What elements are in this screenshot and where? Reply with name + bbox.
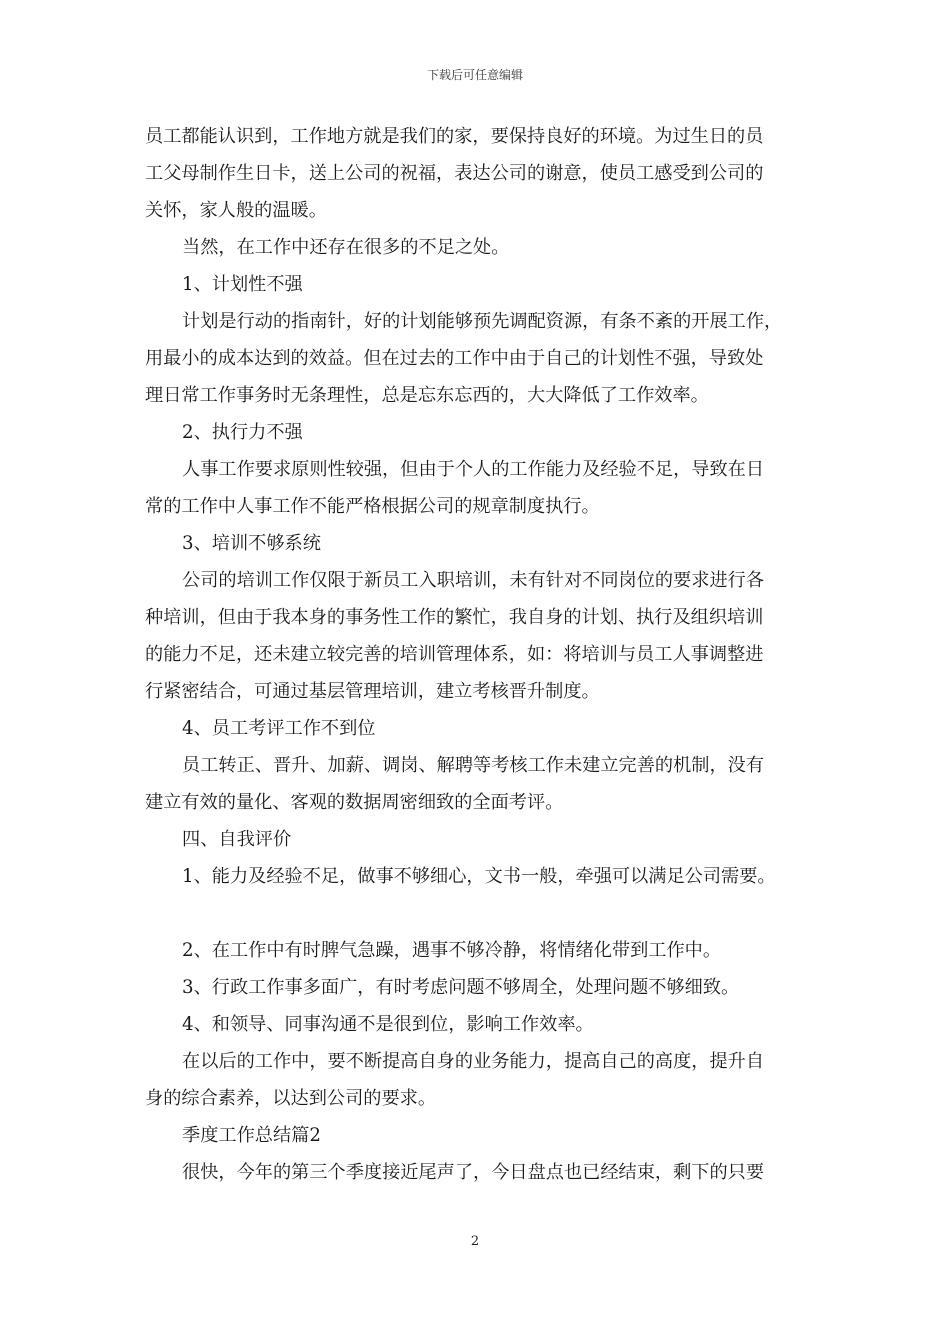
section-heading: 3、培训不够系统 xyxy=(182,533,321,554)
paragraph-line: 员工转正、晋升、加薪、调岗、解聘等考核工作未建立完善的机制，没有 xyxy=(182,755,765,776)
section-heading: 四、自我评价 xyxy=(182,829,292,850)
paragraph-line: 的能力不足，还未建立较完善的培训管理体系，如：将培训与员工人事调整进 xyxy=(145,644,764,665)
paragraph-line: 人事工作要求原则性较强，但由于个人的工作能力及经验不足，导致在日 xyxy=(182,459,765,480)
paragraph-line: 在以后的工作中，要不断提高自身的业务能力，提高自己的高度，提升自 xyxy=(182,1051,765,1072)
list-item: 3、行政工作事多面广，有时考虑问题不够周全，处理问题不够细致。 xyxy=(182,977,740,998)
blank-line xyxy=(145,895,810,932)
paragraph-line: 员工都能认识到，工作地方就是我们的家，要保持良好的环境。为过生日的员 xyxy=(145,126,764,147)
paragraph-line: 工父母制作生日卡，送上公司的祝福，表达公司的谢意，使员工感受到公司的 xyxy=(145,163,764,184)
paragraph-line: 很快，今年的第三个季度接近尾声了，今日盘点也已经结束，剩下的只要 xyxy=(182,1162,765,1183)
page-number: 2 xyxy=(470,1234,480,1249)
paragraph-line: 行紧密结合，可通过基层管理培训，建立考核晋升制度。 xyxy=(145,681,600,702)
paragraph-line: 理日常工作事务时无条理性，总是忘东忘西的，大大降低了工作效率。 xyxy=(145,385,709,406)
document-body xyxy=(145,118,810,1191)
section-heading: 4、员工考评工作不到位 xyxy=(182,718,376,739)
section-heading: 季度工作总结篇2 xyxy=(182,1125,321,1146)
paragraph-line: 身的综合素养，以达到公司的要求。 xyxy=(145,1088,437,1109)
paragraph-line: 计划是行动的指南针，好的计划能够预先调配资源，有条不紊的开展工作， xyxy=(182,311,783,332)
page-header: 下载后可任意编辑 xyxy=(426,68,523,82)
paragraph-line: 种培训，但由于我本身的事务性工作的繁忙，我自身的计划、执行及组织培训 xyxy=(145,607,764,628)
paragraph-line: 建立有效的量化、客观的数据周密细致的全面考评。 xyxy=(145,792,564,813)
paragraph-line: 用最小的成本达到的效益。但在过去的工作中由于自己的计划性不强，导致处 xyxy=(145,348,764,369)
paragraph-line: 公司的培训工作仅限于新员工入职培训，未有针对不同岗位的要求进行各 xyxy=(182,570,765,591)
section-heading: 2、执行力不强 xyxy=(182,422,303,443)
paragraph-line: 当然，在工作中还存在很多的不足之处。 xyxy=(182,237,510,258)
list-item: 2、在工作中有时脾气急躁，遇事不够冷静，将情绪化带到工作中。 xyxy=(182,940,722,961)
paragraph-line: 关怀，家人般的温暖。 xyxy=(145,200,327,221)
list-item: 4、和领导、同事沟通不是很到位，影响工作效率。 xyxy=(182,1014,594,1035)
list-item: 1、能力及经验不足，做事不够细心，文书一般，牵强可以满足公司需要。 xyxy=(182,866,776,887)
section-heading: 1、计划性不强 xyxy=(182,274,303,295)
paragraph-line: 常的工作中人事工作不能严格根据公司的规章制度执行。 xyxy=(145,496,600,517)
